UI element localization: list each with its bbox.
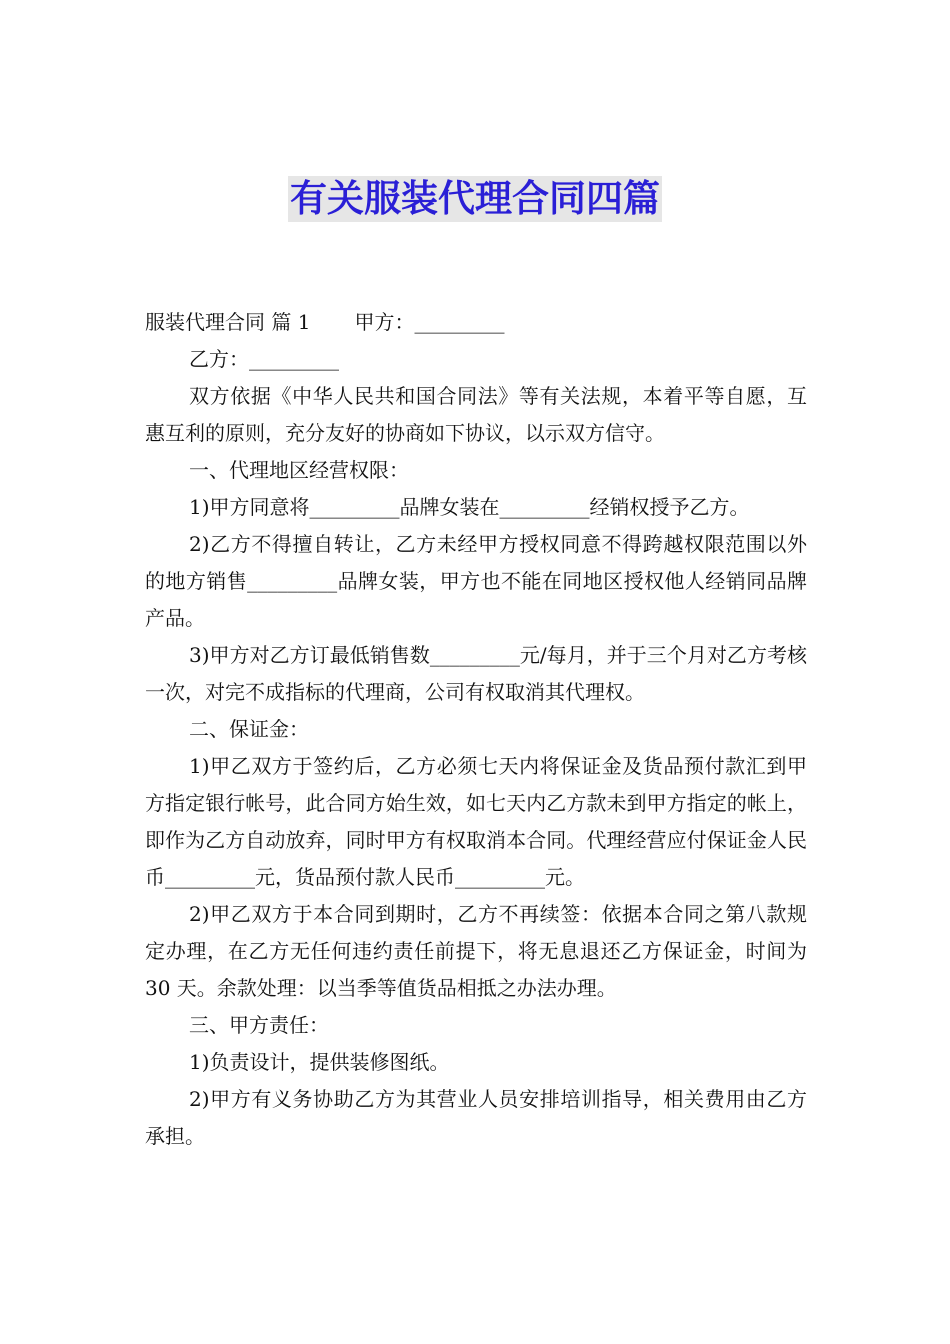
party-a-field: 甲方：_________ xyxy=(354,310,505,334)
document-title: 有关服装代理合同四篇 xyxy=(290,177,660,220)
section-heading-1: 一、代理地区经营权限： xyxy=(189,458,409,482)
clause-3-2: 2)甲方有义务协助乙方为其营业人员安排培训指导，相关费用由乙方承担。 xyxy=(145,1087,807,1148)
clause-3-1: 1)负责设计，提供装修图纸。 xyxy=(189,1050,450,1074)
clause-2-2: 2)甲乙双方于本合同到期时，乙方不再续签：依据本合同之第八款规定办理，在乙方无任何违约责任前提下，将无息退还乙方保证金，时间为 30 天。余款处理：以当季等值货品相抵之办法办理。 xyxy=(145,902,807,1000)
party-b-field: 乙方：_________ xyxy=(189,347,339,371)
section-heading-3: 三、甲方责任： xyxy=(189,1013,329,1037)
clause-1-2: 2)乙方不得擅自转让，乙方未经甲方授权同意不得跨越权限范围以外的地方销售_________品牌女装，甲方也不能在同地区授权他人经销同品牌产品。 xyxy=(145,532,807,630)
clause-1-1: 1)甲方同意将_________品牌女装在_________经销权授予乙方。 xyxy=(189,495,750,519)
contract-heading-line xyxy=(145,304,807,341)
clause-1-3: 3)甲方对乙方订最低销售数_________元/每月，并于三个月对乙方考核一次，对完不成指标的代理商，公司有权取消其代理权。 xyxy=(145,643,807,704)
section-heading-2: 二、保证金： xyxy=(189,717,309,741)
document-body xyxy=(145,304,807,1155)
contract-number: 服装代理合同 篇 1 xyxy=(145,310,311,334)
clause-2-1: 1)甲乙双方于签约后，乙方必须七天内将保证金及货品预付款汇到甲方指定银行帐号，此合同方始生效，如七天内乙方款未到甲方指定的帐上，即作为乙方自动放弃，同时甲方有权取消本合同。代理经营应付保证金人民币_________元，货品预付款人民币_________元。 xyxy=(145,754,807,889)
title-block xyxy=(0,176,950,222)
preamble-paragraph: 双方依据《中华人民共和国合同法》等有关法规，本着平等自愿，互惠互利的原则，充分友好的协商如下协议，以示双方信守。 xyxy=(145,384,807,445)
